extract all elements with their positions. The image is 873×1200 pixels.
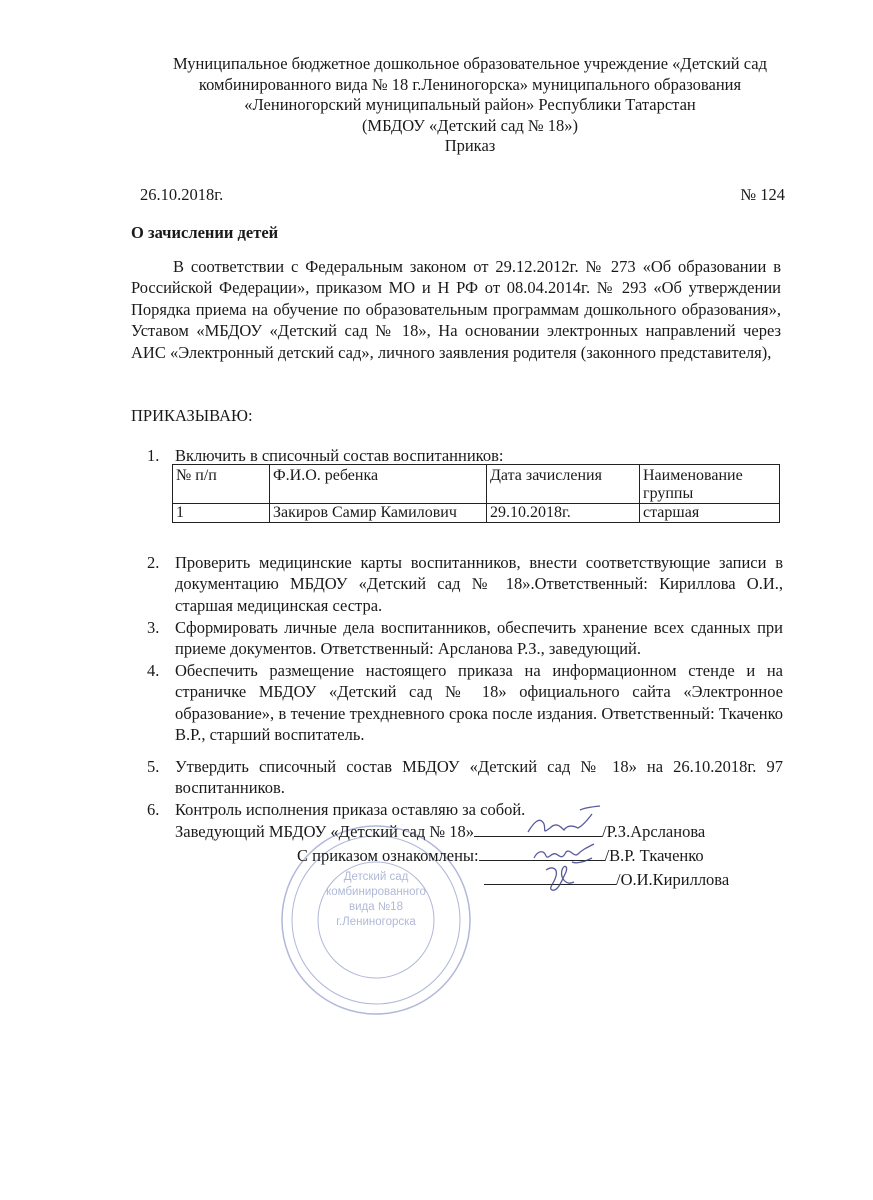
item-number: 2. [147,553,160,572]
table-cell: 1 [173,504,270,523]
stamp-text: вида №18 [349,901,403,913]
order-date: 26.10.2018г. [140,185,224,204]
item-number: 5. [147,757,160,776]
head-name: /Р.З.Арсланова [601,822,706,841]
item-text: Обеспечить размещение настоящего приказа на информационном стенде и на страничке МБДОУ «Детский сад № 18» официального сайта «Электронное образование», в течение трехдневного срока после издания. Ответственный: Ткаченко В.Р., старший воспитатель. [175,661,783,745]
table-header-cell: Наименование группы [640,465,780,504]
stamp-text: г.Лениногорска [336,916,416,928]
table-header-cell: Дата зачисления [487,465,640,504]
item-text: Включить в списочный состав воспитанников: [175,446,504,465]
header-line-3: «Лениногорский муниципальный район» Республики Татарстан [244,95,696,114]
item-number: 1. [147,446,160,465]
head-signature-line [175,821,705,842]
head-label: Заведующий МБДОУ «Детский сад № 18» [175,822,474,841]
table-row [173,504,780,523]
item-number: 4. [147,661,160,680]
document-type: Приказ [444,136,496,155]
header-line-4: (МБДОУ «Детский сад № 18») [361,115,579,135]
ack-signature-2 [536,860,586,894]
acknowledgement-line-2 [484,869,729,890]
item-text: Проверить медицинские карты воспитанников, внести соответствующие записи в документацию МБДОУ «Детский сад № 18».Ответственный: Кириллова О.И., старшая медицинская сестра. [175,553,783,615]
item-text: Сформировать личные дела воспитанников, обеспечить хранение всех сданных при приеме документов. Ответственный: Арсланова Р.З., заведующий. [175,618,783,659]
item-number: 6. [147,800,160,819]
children-table [172,464,780,523]
stamp-text: Детский сад [343,871,409,883]
order-item-2 [147,552,783,616]
order-subject: О зачислении детей [131,223,279,242]
document-header [120,54,820,157]
table-header-row [173,465,780,504]
header-line-2: комбинированного вида № 18 г.Лениногорска» муниципального образования [198,74,742,94]
order-item-4 [147,660,783,746]
order-item-5 [147,756,783,799]
ack-name-1: /В.Р. Ткаченко [604,846,704,865]
decree-word: ПРИКАЗЫВАЮ: [131,406,253,425]
preamble-paragraph: В соответствии с Федеральным законом от 29.12.2012г. № 273 «Об образовании в Российской Федерации», приказом МО и Н РФ от 08.04.2014г. № 293 «Об утверждении Порядка приема на обучение по образовательным программам дошкольного образования», Уставом «МБДОУ «Детский сад № 18», На основании электронных направлений через АИС «Электронный детский сад», личного заявления родителя (законного представителя), [131,257,781,362]
ack-name-2: /О.И.Кириллова [616,870,730,889]
stamp-text: комбинированного [326,886,426,898]
table-cell: Закиров Самир Камилович [270,504,487,523]
head-signature [520,804,610,840]
header-line-1: Муниципальное бюджетное дошкольное образовательное учреждение «Детский сад [173,54,767,73]
ack-label: С приказом ознакомлены: [297,846,479,865]
order-item-6 [147,799,783,820]
order-number: № 124 [740,185,785,204]
table-header-cell: Ф.И.О. ребенка [270,465,487,504]
table-header-cell: № п/п [173,465,270,504]
order-item-3 [147,617,783,660]
item-text: Контроль исполнения приказа оставляю за собой. [175,800,526,819]
item-text: Утвердить списочный состав МБДОУ «Детский сад № 18» на 26.10.2018г. 97 воспитанников. [175,757,783,798]
acknowledgement-line-1 [297,845,704,866]
table-cell: старшая [640,504,780,523]
item-number: 3. [147,618,160,637]
table-cell: 29.10.2018г. [487,504,640,523]
